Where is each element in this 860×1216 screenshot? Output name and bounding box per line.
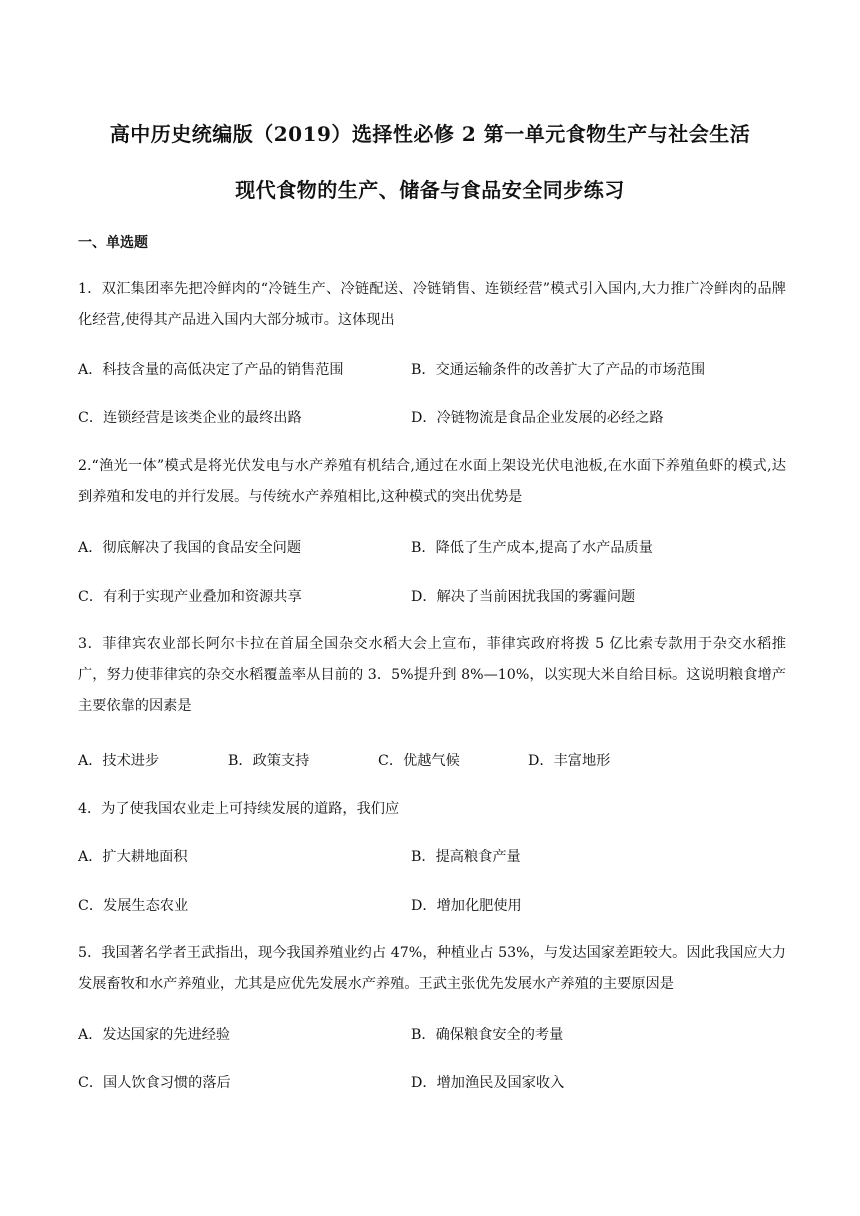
question-5-option-a: A．发达国家的先进经验 xyxy=(78,1027,231,1043)
question-2-option-d: D．解决了当前困扰我国的雾霾问题 xyxy=(411,589,636,605)
document-subtitle: 现代食物的生产、储备与食品安全同步练习 xyxy=(235,178,625,202)
question-1-option-c: C．连锁经营是该类企业的最终出路 xyxy=(78,410,302,426)
question-3-option-a: A．技术进步 xyxy=(78,753,160,769)
question-1-option-d: D．冷链物流是食品企业发展的必经之路 xyxy=(411,410,664,426)
question-4-option-c: C．发展生态农业 xyxy=(78,898,189,914)
section-heading: 一、单选题 xyxy=(78,235,148,251)
question-1-option-a: A．科技含量的高低决定了产品的销售范围 xyxy=(78,362,344,378)
question-3-option-d: D．丰富地形 xyxy=(528,753,611,769)
question-2-stem: 2.“渔光一体”模式是将光伏发电与水产养殖有机结合,通过在水面上架设光伏电池板,在水面下养殖鱼虾的模式,达到养殖和发电的并行发展。与传统水产养殖相比,这种模式的突出优势是 xyxy=(78,458,786,505)
question-1-stem: 1．双汇集团率先把冷鲜肉的“冷链生产、冷链配送、冷链销售、连锁经营”模式引入国内,大力推广冷鲜肉的品牌化经营,使得其产品进入国内大部分城市。这体现出 xyxy=(78,281,786,328)
question-4-option-a: A．扩大耕地面积 xyxy=(78,849,188,865)
question-4-stem: 4．为了使我国农业走上可持续发展的道路，我们应 xyxy=(78,801,400,817)
question-4-option-b: B．提高粮食产量 xyxy=(411,849,521,865)
question-2-option-a: A．彻底解决了我国的食品安全问题 xyxy=(78,540,302,556)
question-5-option-b: B．确保粮食安全的考量 xyxy=(411,1027,564,1043)
question-1-option-b: B．交通运输条件的改善扩大了产品的市场范围 xyxy=(411,362,706,378)
question-5-stem: 5．我国著名学者王武指出，现今我国养殖业约占 47%，种植业占 53%，与发达国家差距较大。因此我国应大力发展畜牧和水产养殖业，尤其是应优先发展水产养殖。王武主张优先发展水产养殖的主要原因是 xyxy=(78,945,786,992)
question-2-option-b: B．降低了生产成本,提高了水产品质量 xyxy=(411,540,653,556)
question-2-option-c: C．有利于实现产业叠加和资源共享 xyxy=(78,589,302,605)
question-5-option-d: D．增加渔民及国家收入 xyxy=(411,1075,565,1091)
question-3-option-b: B．政策支持 xyxy=(228,753,310,769)
question-3-option-c: C．优越气候 xyxy=(378,753,460,769)
question-3-stem: 3．菲律宾农业部长阿尔卡拉在首届全国杂交水稻大会上宣布，菲律宾政府将拨 5 亿比索专款用于杂交水稻推广，努力使菲律宾的杂交水稻覆盖率从目前的 3．5%提升到 8%—10%，以实现大米自给目标。这说明粮食增产主要依靠的因素是 xyxy=(78,636,786,714)
question-5-option-c: C．国人饮食习惯的落后 xyxy=(78,1075,231,1091)
question-4-option-d: D．增加化肥使用 xyxy=(411,898,522,914)
document-title: 高中历史统编版（2019）选择性必修 2 第一单元食物生产与社会生活 xyxy=(109,122,751,146)
